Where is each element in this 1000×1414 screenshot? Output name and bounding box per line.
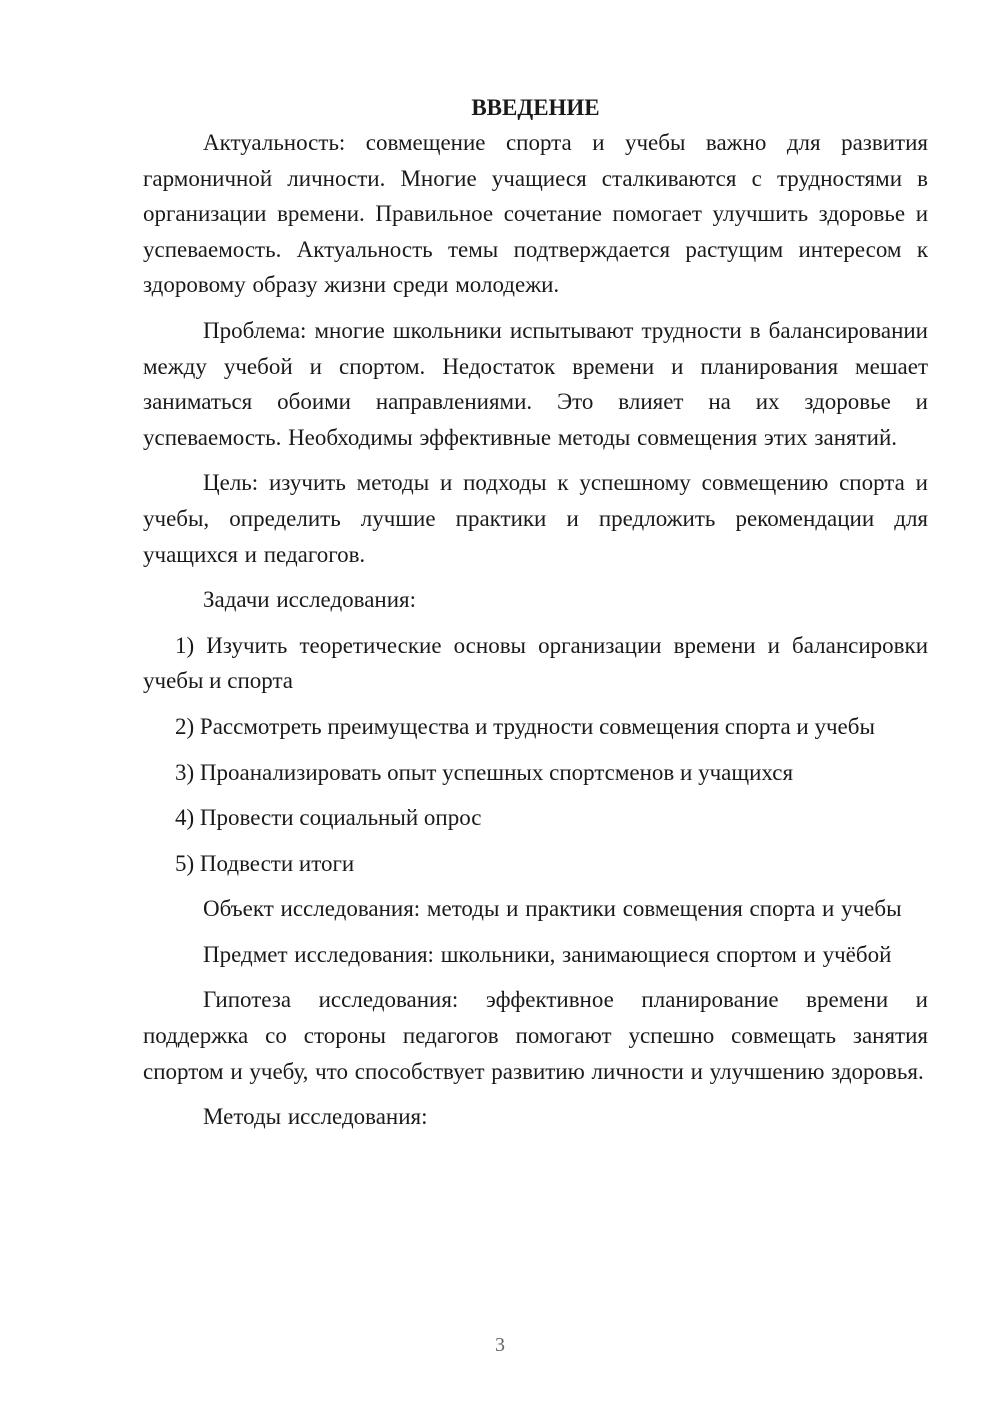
paragraph-goal: Цель: изучить методы и подходы к успешному совмещению спорта и учебы, определить лучшие практики и предложить рекомендации для учащихся и педагогов. [143,470,928,567]
document-page [143,90,928,1135]
list-item-text: Подвести итоги [199,850,355,876]
paragraph-problem: Проблема: многие школьники испытывают трудности в балансировании между учебой и спортом. Недостаток времени и планирования мешает заниматься обоими направлениями. Это влияет на их здоровье и успеваемость. Необходимы эффективные методы совмещения этих занятий. [143,317,928,450]
list-item-number: 3) [175,759,195,785]
list-item-text: Рассмотреть преимущества и трудности совмещения спорта и учебы [199,713,875,739]
list-item-number: 4) [175,805,195,831]
page-number: 3 [495,1334,505,1356]
list-item [143,800,928,836]
list-item-text: Изучить теоретические основы организации времени и балансировки учебы и спорта [143,632,929,694]
methods-title: Методы исследования: [203,1104,428,1130]
list-item [143,755,928,791]
paragraph-object: Объект исследования: методы и практики совмещения спорта и учебы [203,896,902,922]
paragraph-relevance: Актуальность: совмещение спорта и учебы важно для развития гармоничной личности. Многие учащиеся сталкиваются с трудностями в организации времени. Правильное сочетание помогает улучшить здоровье и успеваемость. Актуальность темы подтверждается растущим интересом к здоровому образу жизни среди молодежи. [143,130,928,298]
list-item-number: 1) [175,632,195,658]
tasks-list [143,628,928,882]
tasks-title: Задачи исследования: [203,587,417,613]
list-item [143,709,928,745]
list-item [143,628,928,699]
paragraph-hypothesis: Гипотеза исследования: эффективное планирование времени и поддержка со стороны педагогов помогают успешно совмещать занятия спортом и учебу, что способствует развитию личности и улучшению здоровья. [143,987,928,1084]
list-item-number: 5) [175,850,195,876]
list-item [143,846,928,882]
list-item-number: 2) [175,713,195,739]
paragraph-subject: Предмет исследования: школьники, занимающиеся спортом и учёбой [203,941,892,967]
page-heading: ВВЕДЕНИЕ [471,95,600,120]
list-item-text: Проанализировать опыт успешных спортсменов и учащихся [199,759,794,785]
list-item-text: Провести социальный опрос [199,805,482,831]
